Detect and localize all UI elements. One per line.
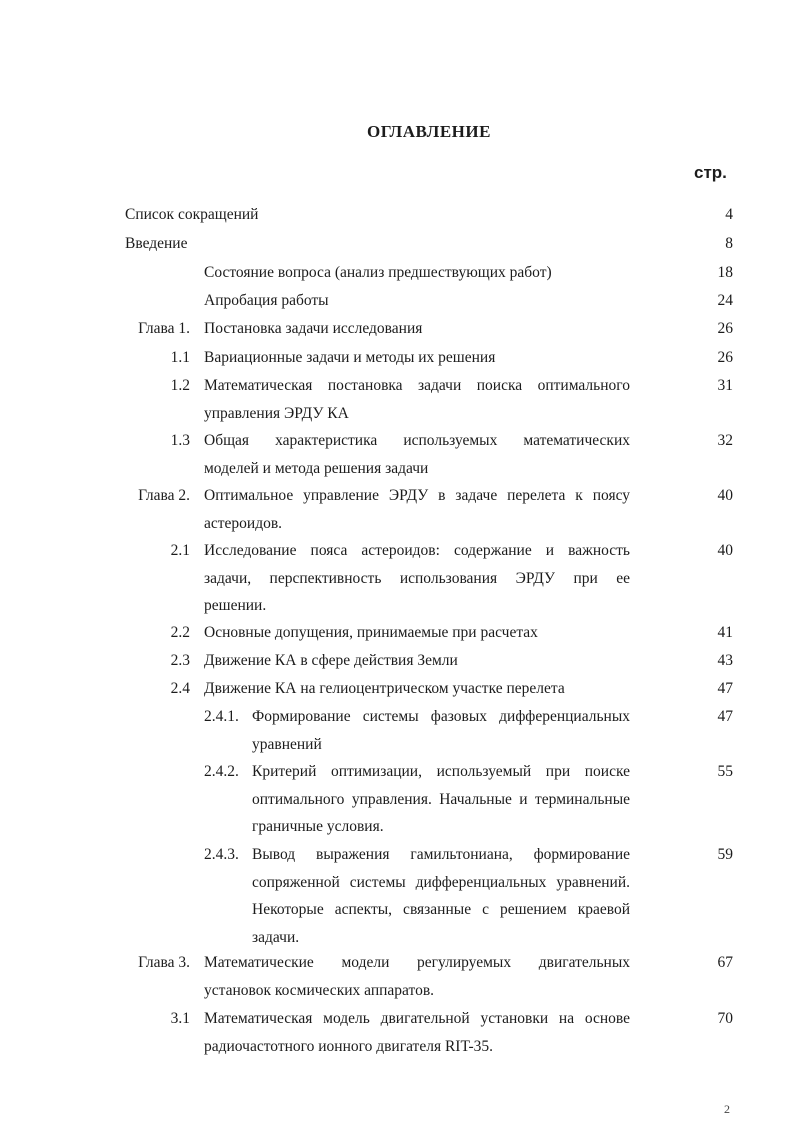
toc-entry [0, 377, 793, 422]
toc-entry-title-line: установок космических аппаратов. [204, 981, 435, 999]
toc-entry-number: 1.1 [170, 349, 190, 366]
toc-entry-page: 67 [717, 954, 733, 971]
toc-entry [0, 349, 793, 377]
toc-entry [0, 206, 793, 234]
toc-subsection-number: 2.4.1. [204, 708, 239, 725]
toc-entry-number: Глава 3. [138, 954, 190, 971]
toc-entry-page: 24 [717, 292, 733, 309]
toc-heading: ОГЛАВЛЕНИЕ [367, 122, 491, 141]
toc-entry-title-line: Исследование пояса астероидов: содержание и важность [204, 542, 630, 559]
toc-entry-title-line: Оптимальное управление ЭРДУ в задаче перелета к поясу [204, 487, 630, 504]
toc-entry-title-line: Постановка задачи исследования [204, 320, 423, 337]
toc-entry [0, 292, 793, 320]
toc-entry-page: 40 [717, 487, 733, 504]
toc-entry-title-line: решении. [204, 597, 267, 614]
toc-entry-page: 26 [717, 320, 733, 337]
toc-entry-page: 26 [717, 349, 733, 366]
toc-entry-number: 2.4 [170, 680, 190, 697]
toc-entry-title-line: Основные допущения, принимаемые при расчетах [204, 624, 538, 641]
toc-entry [0, 235, 793, 263]
toc-entry-title-line: Математическая модель двигательной установки на основе [204, 1010, 630, 1027]
toc-entry [0, 846, 793, 946]
toc-entry-title-line: Движение КА на гелиоцентрическом участке перелета [204, 680, 565, 697]
toc-entry-title-line: Математические модели регулируемых двигательных [204, 954, 630, 971]
toc-entry [0, 432, 793, 477]
toc-entry-page: 47 [717, 680, 733, 697]
toc-subsection-number: 2.4.2. [204, 763, 239, 780]
toc-entry-title-line: радиочастотного ионного двигателя RIT-35. [204, 1037, 494, 1055]
toc-entry-number: 2.3 [170, 652, 190, 669]
toc-entry-title-line: Состояние вопроса (анализ предшествующих работ) [204, 264, 552, 281]
toc-entry-title-line: Критерий оптимизации, используемый при поиске [252, 763, 630, 780]
toc-entry-title-line: Вариационные задачи и методы их решения [204, 349, 496, 366]
toc-entry-page: 8 [725, 235, 733, 252]
toc-entry-title: Список сокращений [125, 206, 259, 223]
toc-entry-page: 40 [717, 542, 733, 559]
page-column-header: стр. [694, 163, 727, 182]
toc-entry-page: 32 [717, 432, 733, 449]
toc-entry-number: 3.1 [170, 1010, 190, 1027]
toc-entry-page: 18 [717, 264, 733, 281]
toc-entry-number: 1.2 [170, 377, 190, 394]
toc-entry-title: Введение [125, 235, 188, 252]
toc-entry-title-line: задачи. [252, 928, 300, 946]
toc-entry [0, 264, 793, 292]
toc-entry-title-line: граничные условия. [252, 818, 384, 835]
toc-entry-title-line: моделей и метода решения задачи [204, 459, 429, 477]
toc-entry-page: 55 [717, 763, 733, 780]
toc-entry-title-line: Апробация работы [204, 292, 329, 309]
toc-entry-number: 1.3 [170, 432, 190, 449]
toc-entry-page: 59 [717, 846, 733, 863]
toc-entry-title-line: Движение КА в сфере действия Земли [204, 652, 458, 669]
toc-entry-page: 70 [717, 1010, 733, 1027]
toc-entry-number: Глава 1. [138, 320, 190, 337]
toc-entry-page: 31 [717, 377, 733, 394]
toc-entry-title-line: управления ЭРДУ КА [204, 404, 349, 422]
toc-entry-number: 2.2 [170, 624, 190, 641]
toc-entry [0, 624, 793, 652]
toc-entry [0, 652, 793, 680]
toc-entry-title-line: Общая характеристика используемых математических [204, 432, 630, 449]
toc-entry-title-line: Вывод выражения гамильтониана, формирование [252, 846, 630, 863]
toc-entry-title-line: сопряженной системы дифференциальных уравнений. [252, 873, 630, 891]
toc-entry-page: 47 [717, 708, 733, 725]
toc-entry [0, 680, 793, 708]
toc-entry [0, 763, 793, 835]
toc-entry [0, 487, 793, 532]
toc-entry-title-line: Математическая постановка задачи поиска оптимального [204, 377, 630, 394]
toc-entry [0, 320, 793, 348]
toc-entry-page: 43 [717, 652, 733, 669]
toc-entry-page: 41 [717, 624, 733, 641]
page-number: 2 [724, 1102, 730, 1116]
toc-entry-title-line: уравнений [252, 735, 322, 753]
toc-entry-title-line: оптимального управления. Начальные и терминальные [252, 790, 630, 808]
toc-entry [0, 954, 793, 999]
toc-entry-title-line: задачи, перспективность использования ЭРДУ при ее [204, 569, 630, 587]
toc-entry [0, 542, 793, 614]
toc-entry-title-line: астероидов. [204, 514, 283, 532]
toc-entry-number: 2.1 [170, 542, 190, 559]
toc-entry [0, 708, 793, 753]
toc-subsection-number: 2.4.3. [204, 846, 239, 863]
toc-entry-title-line: Формирование системы фазовых дифференциальных [252, 708, 630, 725]
toc-entry-number: Глава 2. [138, 487, 190, 504]
toc-entry-page: 4 [725, 206, 733, 223]
toc-entry-title-line: Некоторые аспекты, связанные с решением краевой [252, 901, 630, 918]
toc-entry [0, 1010, 793, 1055]
